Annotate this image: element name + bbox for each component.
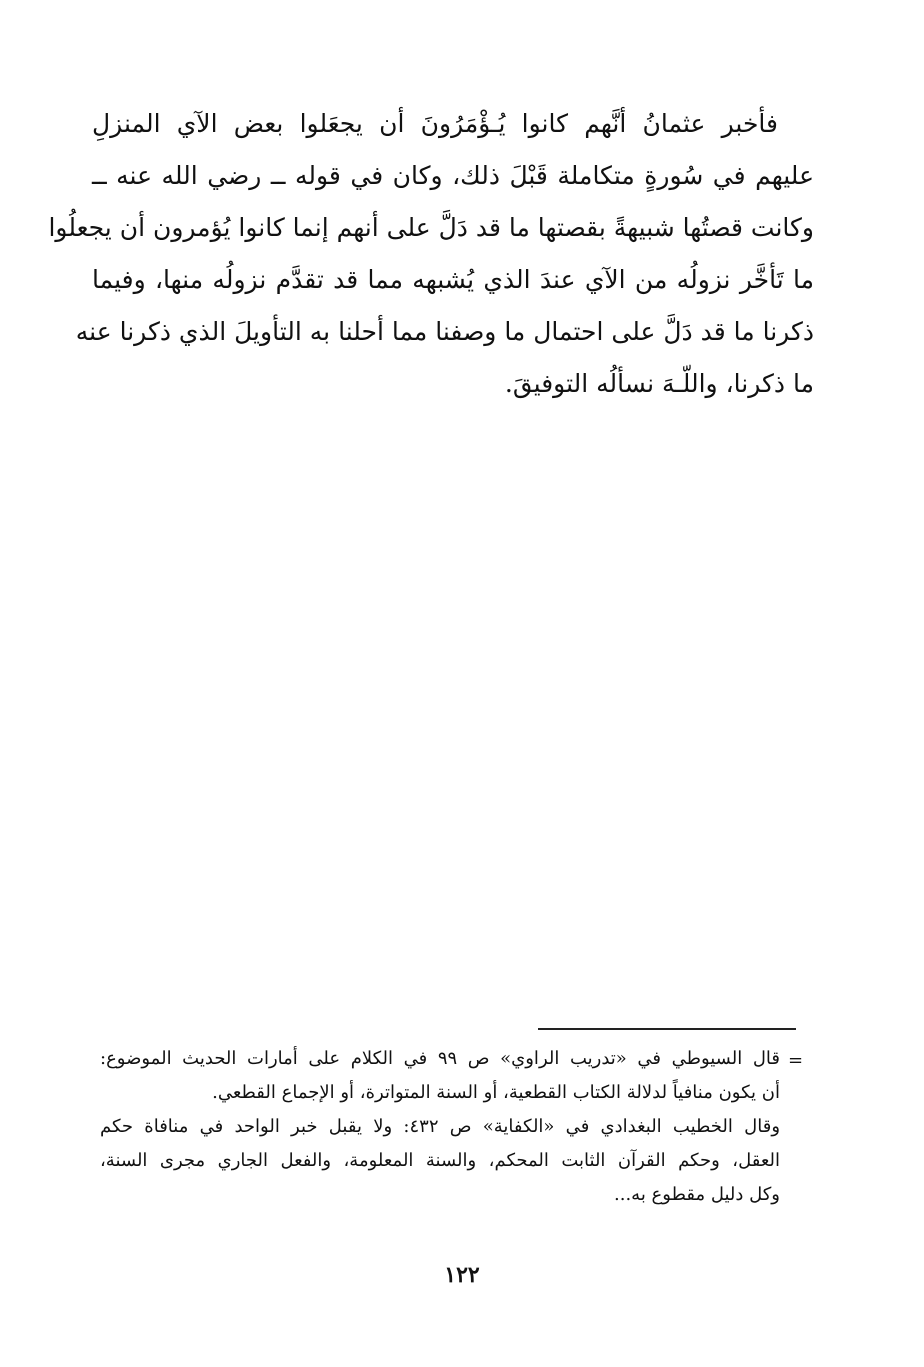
main-text-line: ما تَأخَّر نزولُه من الآي عندَ الذي يُشبهه مما قد تقدَّم نزولُه منها، وفيما [92, 265, 814, 294]
footnote-line: العقل، وحكم القرآن الثابت المحكم، والسنة المعلومة، والفعل الجاري مجرى السنة، [100, 1150, 780, 1171]
page-number: ١٢٢ [444, 1262, 480, 1288]
main-text [48, 98, 814, 410]
footnote-continuation-marker: = [788, 1050, 804, 1071]
main-text-line: ذكرنا ما قد دَلَّ على احتمال ما وصفنا مما أحلنا به التأويلَ الذي ذكرنا عنه [75, 317, 814, 346]
main-text-line: فأخبر عثمانُ أنَّهم كانوا يُـؤْمَرُونَ أن يجعَلوا بعض الآي المنزلِ [92, 109, 778, 138]
footnote-line: أن يكون منافياً لدلالة الكتاب القطعية، أو السنة المتواترة، أو الإجماع القطعي. [212, 1082, 780, 1103]
footnote-line: وقال الخطيب البغدادي في «الكفاية» ص ٤٣٢: ولا يقبل خبر الواحد في منافاة حكم [100, 1116, 781, 1137]
main-text-line: وكانت قصتُها شبيهةً بقصتها ما قد دَلَّ على أنهم إنما كانوا يُؤمرون أن يجعلُوا [48, 213, 814, 242]
main-text-line: عليهم في سُورةٍ متكاملة قَبْلَ ذلك، وكان في قوله ــ رضي الله عنه ــ [92, 161, 814, 190]
footnote-line: وكل دليل مقطوع به... [614, 1184, 780, 1205]
footnote-divider [538, 1028, 796, 1030]
footnotes [100, 1042, 780, 1212]
main-text-line: ما ذكرنا، واللّـهَ نسألُه التوفيقَ. [504, 369, 814, 398]
footnote-line: قال السيوطي في «تدريب الراوي» ص ٩٩ في الكلام على أمارات الحديث الموضوع: [100, 1048, 780, 1069]
